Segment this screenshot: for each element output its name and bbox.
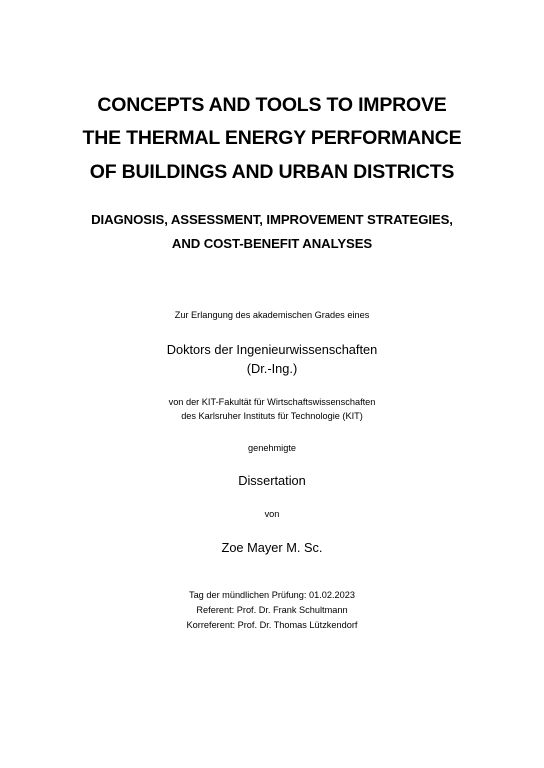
degree-intro: Zur Erlangung des akademischen Grades eines bbox=[174, 310, 370, 320]
author-name: Zoe Mayer M. Sc. bbox=[221, 540, 323, 555]
title-line-2: THE THERMAL ENERGY PERFORMANCE bbox=[82, 127, 462, 149]
exam-date: Tag der mündlichen Prüfung: 01.02.2023 bbox=[188, 590, 355, 600]
degree-name: Doktors der Ingenieurwissenschaften bbox=[166, 342, 378, 357]
faculty-line-1: von der KIT-Fakultät für Wirtschaftswissenschaften bbox=[168, 397, 376, 407]
approved-label: genehmigte bbox=[247, 443, 296, 453]
coreferee: Korreferent: Prof. Dr. Thomas Lützkendorf bbox=[186, 620, 358, 630]
subtitle-line-2: AND COST-BENEFIT ANALYSES bbox=[171, 236, 373, 251]
degree-abbreviation: (Dr.-Ing.) bbox=[246, 361, 298, 376]
document-type: Dissertation bbox=[238, 473, 306, 488]
title-line-1: CONCEPTS AND TOOLS TO IMPROVE bbox=[97, 94, 447, 116]
referee: Referent: Prof. Dr. Frank Schultmann bbox=[196, 605, 348, 615]
subtitle-line-1: DIAGNOSIS, ASSESSMENT, IMPROVEMENT STRATEGIES, bbox=[91, 212, 453, 227]
title-line-3: OF BUILDINGS AND URBAN DISTRICTS bbox=[89, 161, 455, 183]
faculty-line-2: des Karlsruher Instituts für Technologie (KIT) bbox=[181, 411, 363, 421]
by-label: von bbox=[264, 509, 280, 519]
